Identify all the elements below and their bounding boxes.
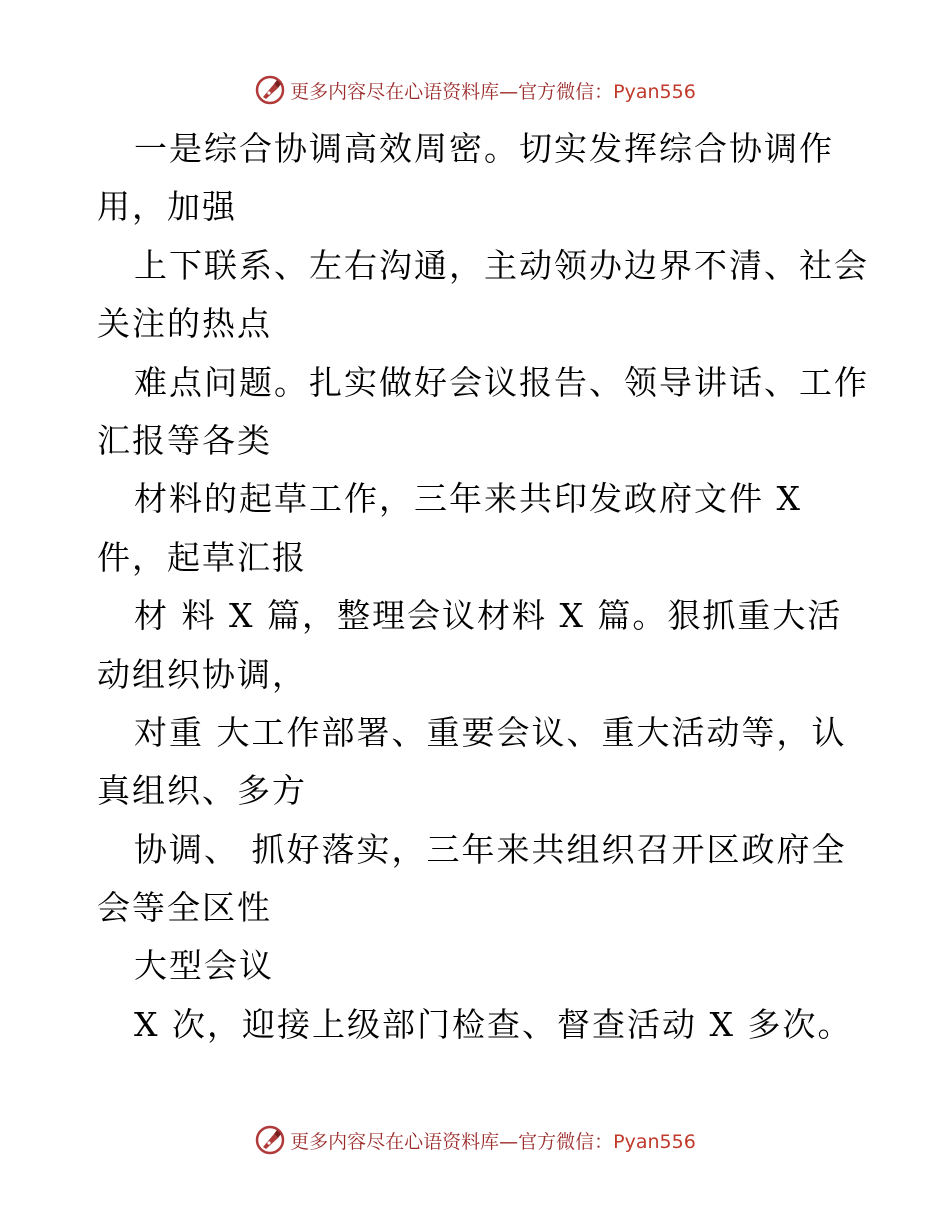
text-line: X 次，迎接上级部门检查、督查活动 X 多次。	[134, 1004, 853, 1044]
banner-account: Pyan556	[613, 1130, 696, 1153]
banner-account: Pyan556	[613, 80, 696, 103]
banner-slogan: 更多内容尽在心语资料库—官方微信：Pyan556	[290, 80, 696, 103]
text-line: 会等全区性	[97, 888, 272, 928]
pen-nib-logo-icon	[254, 1124, 286, 1156]
text-line: 汇报等各类	[97, 420, 272, 460]
text-line: 件，起草汇报	[97, 537, 307, 577]
pen-nib-logo-icon	[254, 74, 286, 106]
text-line: 真组织、多方	[97, 771, 307, 811]
document-body	[97, 120, 869, 1054]
text-line: 材料的起草工作，三年来共印发政府文件 X	[134, 479, 802, 519]
text-line: 一是综合协调高效周密。切实发挥综合协调作	[134, 129, 834, 168]
text-line: 动组织协调，	[97, 654, 307, 694]
text-line: 对重 大工作部署、重要会议、重大活动等，认	[134, 712, 847, 752]
footer-banner	[0, 1122, 950, 1158]
text-line: 材 料 X 篇，整理会议材料 X 篇。狠抓重大活	[134, 596, 843, 636]
header-banner	[0, 72, 950, 108]
text-line: 用，加强	[97, 187, 237, 227]
text-line: 关注的热点	[97, 304, 272, 344]
text-line: 上下联系、左右沟通，主动领办边界不清、社会	[134, 245, 869, 285]
text-line: 大型会议	[134, 946, 274, 986]
text-line: 协调、 抓好落实，三年来共组织召开区政府全	[134, 829, 847, 869]
text-line: 难点问题。扎实做好会议报告、领导讲话、工作	[134, 362, 869, 402]
banner-slogan: 更多内容尽在心语资料库—官方微信：Pyan556	[290, 1130, 696, 1153]
